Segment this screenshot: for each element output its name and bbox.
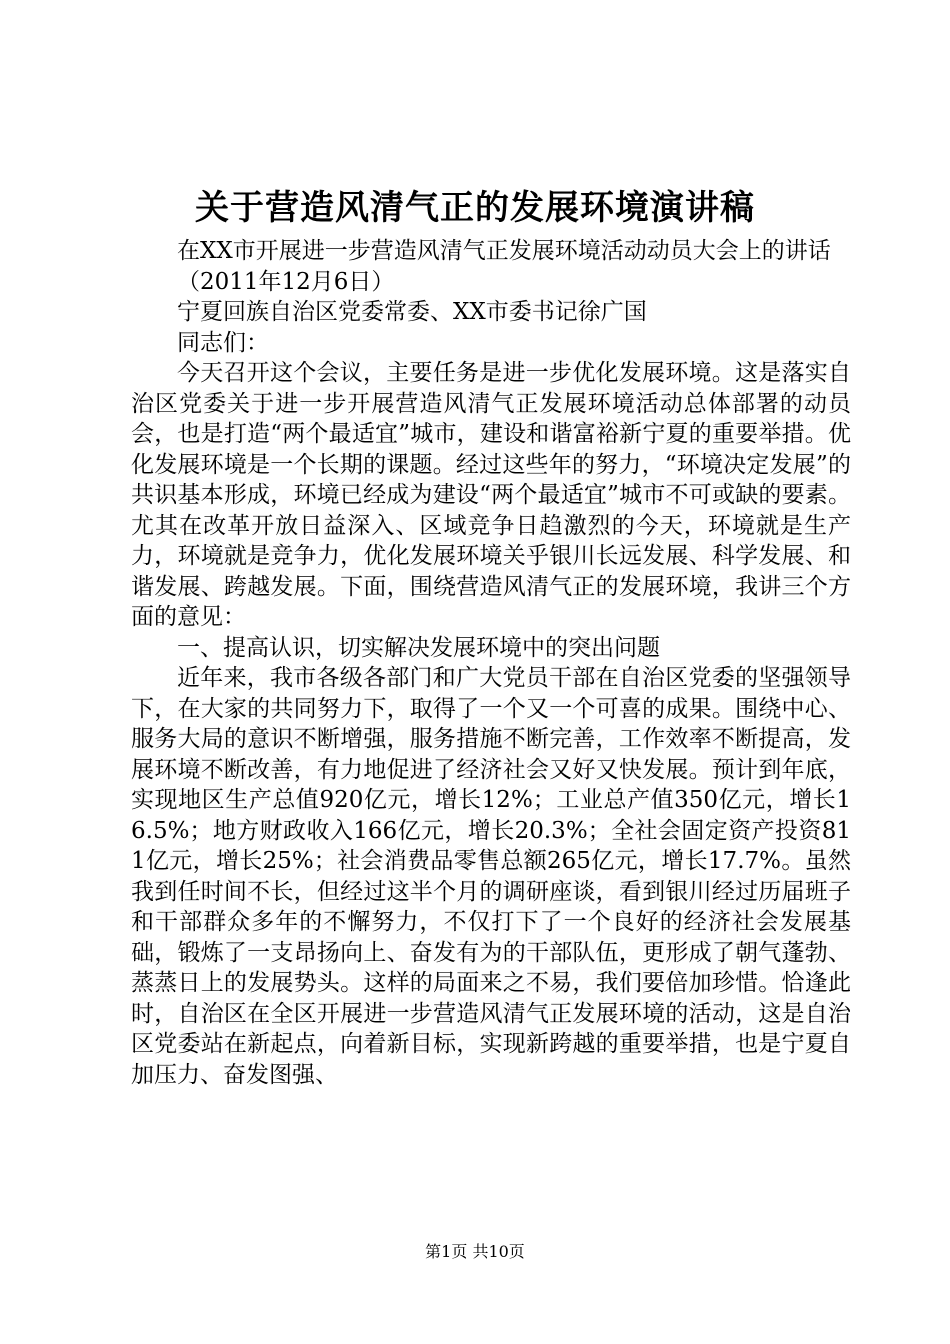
- paragraph-speaker: 宁夏回族自治区党委常委、XX市委书记徐广国: [177, 299, 647, 325]
- page-number: 第1页 共10页: [425, 1242, 525, 1261]
- paragraph-achievements: 近年来，我市各级各部门和广大党员干部在自治区党委的坚强领导下，在大家的共同努力下，取得了一个又一个可喜的成果。围绕中心、服务大局的意识不断增强，服务措施不断完善，工作效率不断提高，发展环境不断改善，有力地促进了经济社会又好又快发展。预计到年底，实现地区生产总值920亿元，增长12%；工业总产值350亿元，增长16.5%；地方财政收入166亿元，增长20.3%；全社会固定资产投资811亿元，增长25%；社会消费品零售总额265亿元，增长17.7%。虽然我到任时间不长，但经过这半个月的调研座谈，看到银川经过历届班子和干部群众多年的不懈努力，不仅打下了一个良好的经济社会发展基础，锻炼了一支昂扬向上、奋发有为的干部队伍，更形成了朝气蓬勃、蒸蒸日上的发展势头。这样的局面来之不易，我们要倍加珍惜。恰逢此时，自治区在全区开展进一步营造风清气正发展环境的活动，这是自治区党委站在新起点，向着新目标，实现新跨越的重要举措，也是宁夏自加压力、奋发图强、: [131, 665, 851, 1088]
- document-body: [131, 236, 851, 1090]
- paragraph-introduction: 今天召开这个会议，主要任务是进一步优化发展环境。这是落实自治区党委关于进一步开展营造风清气正发展环境活动总体部署的动员会，也是打造“两个最适宜”城市，建设和谐富裕新宁夏的重要举措。优化发展环境是一个长期的课题。经过这些年的努力，“环境决定发展”的共识基本形成，环境已经成为建设“两个最适宜”城市不可或缺的要素。尤其在改革开放日益深入、区域竞争日趋激烈的今天，环境就是生产力，环境就是竞争力，优化发展环境关乎银川长远发展、科学发展、和谐发展、跨越发展。下面，围绕营造风清气正的发展环境，我讲三个方面的意见：: [131, 360, 851, 630]
- paragraph-date: （2011年12月6日）: [177, 268, 395, 295]
- paragraph-speech-occasion: 在XX市开展进一步营造风清气正发展环境活动动员大会上的讲话: [177, 238, 831, 264]
- section-heading-1: 一、提高认识，切实解决发展环境中的突出问题: [177, 634, 660, 661]
- document-title: 关于营造风清气正的发展环境演讲稿: [195, 188, 755, 228]
- paragraph-salutation: 同志们：: [177, 329, 269, 356]
